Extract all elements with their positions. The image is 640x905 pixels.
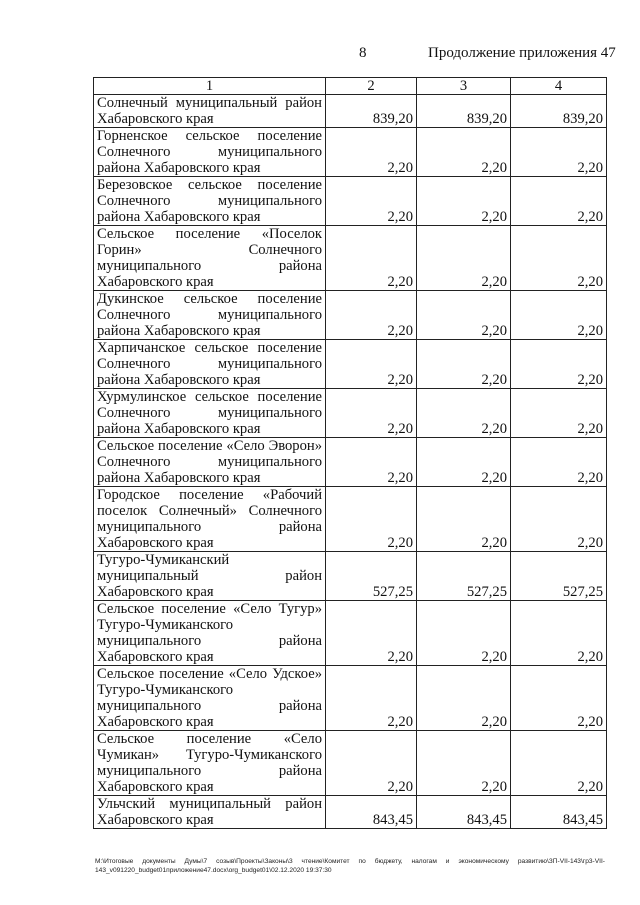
amount-cell: 2,20 [511, 128, 607, 177]
column-header: 4 [511, 78, 607, 95]
amount-cell: 2,20 [326, 601, 417, 666]
table-row [94, 128, 607, 177]
table-row [94, 226, 607, 291]
municipality-name: Сельское поселение «Село Эворон» Солнечного муниципального района Хабаровского края [94, 438, 326, 487]
amount-cell: 2,20 [417, 128, 511, 177]
municipality-name: Тугуро-Чумиканский муниципальный район Хабаровского края [94, 552, 326, 601]
file-path-footer: М:\Итоговые документы Думы\7 созыв\Проекты\Законы\3 чтение\Комитет по бюджету, налогам и экономическому развитию\ЗП-VII-143\гр3-VII-143_v091220_budget01приложение47.docx\org_budget01\02.12.2020 19:37:30 [95, 858, 605, 874]
amount-cell: 527,25 [326, 552, 417, 601]
municipality-name: Сельское поселение «Село Тугур» Тугуро-Чумиканского муниципального района Хабаровского края [94, 601, 326, 666]
table-row [94, 731, 607, 796]
amount-cell: 2,20 [511, 731, 607, 796]
table-row [94, 177, 607, 226]
municipality-name: Березовское сельское поселение Солнечного муниципального района Хабаровского края [94, 177, 326, 226]
amount-cell: 2,20 [326, 487, 417, 552]
amount-cell: 2,20 [326, 128, 417, 177]
amount-cell: 2,20 [417, 177, 511, 226]
municipality-name: Дукинское сельское поселение Солнечного муниципального района Хабаровского края [94, 291, 326, 340]
amount-cell: 2,20 [511, 340, 607, 389]
table-row [94, 438, 607, 487]
amount-cell: 2,20 [417, 438, 511, 487]
amount-cell: 839,20 [417, 95, 511, 128]
amount-cell: 839,20 [511, 95, 607, 128]
amount-cell: 2,20 [326, 340, 417, 389]
amount-cell: 2,20 [326, 731, 417, 796]
table-row [94, 95, 607, 128]
municipality-name: Сельское поселение «Село Удское» Тугуро-Чумиканского муниципального района Хабаровского края [94, 666, 326, 731]
amount-cell: 2,20 [417, 731, 511, 796]
amount-cell: 843,45 [326, 796, 417, 829]
table-row [94, 796, 607, 829]
municipality-name: Ульчский муниципальный район Хабаровского края [94, 796, 326, 829]
amount-cell: 2,20 [511, 177, 607, 226]
amount-cell: 2,20 [511, 601, 607, 666]
municipality-name: Сельское поселение «Поселок Горин» Солнечного муниципального района Хабаровского края [94, 226, 326, 291]
amount-cell: 2,20 [417, 666, 511, 731]
amount-cell: 527,25 [417, 552, 511, 601]
column-header: 2 [326, 78, 417, 95]
amount-cell: 2,20 [417, 340, 511, 389]
amount-cell: 2,20 [326, 226, 417, 291]
municipality-name: Солнечный муниципальный район Хабаровского края [94, 95, 326, 128]
table-row [94, 487, 607, 552]
amount-cell: 2,20 [511, 226, 607, 291]
table-row [94, 601, 607, 666]
amount-cell: 2,20 [417, 389, 511, 438]
amount-cell: 2,20 [511, 389, 607, 438]
column-header: 3 [417, 78, 511, 95]
table-row [94, 666, 607, 731]
municipality-name: Горненское сельское поселение Солнечного муниципального района Хабаровского края [94, 128, 326, 177]
table-header-row [94, 78, 607, 95]
amount-cell: 2,20 [511, 438, 607, 487]
amount-cell: 2,20 [326, 177, 417, 226]
municipality-name: Харпичанское сельское поселение Солнечного муниципального района Хабаровского края [94, 340, 326, 389]
continuation-note: Продолжение приложения 47 [428, 45, 616, 61]
amount-cell: 2,20 [417, 226, 511, 291]
amount-cell: 2,20 [511, 487, 607, 552]
table-row [94, 291, 607, 340]
amount-cell: 839,20 [326, 95, 417, 128]
budget-table [93, 77, 607, 829]
table-row [94, 552, 607, 601]
amount-cell: 2,20 [326, 389, 417, 438]
municipality-name: Хурмулинское сельское поселение Солнечного муниципального района Хабаровского края [94, 389, 326, 438]
table-row [94, 389, 607, 438]
amount-cell: 843,45 [511, 796, 607, 829]
amount-cell: 843,45 [417, 796, 511, 829]
amount-cell: 2,20 [511, 291, 607, 340]
amount-cell: 2,20 [417, 601, 511, 666]
amount-cell: 527,25 [511, 552, 607, 601]
amount-cell: 2,20 [417, 291, 511, 340]
municipality-name: Сельское поселение «Село Чумикан» Тугуро-Чумиканского муниципального района Хабаровского края [94, 731, 326, 796]
column-header: 1 [94, 78, 326, 95]
amount-cell: 2,20 [326, 666, 417, 731]
table-row [94, 340, 607, 389]
amount-cell: 2,20 [326, 291, 417, 340]
amount-cell: 2,20 [417, 487, 511, 552]
page-number: 8 [359, 45, 367, 61]
municipality-name: Городское поселение «Рабочий поселок Солнечный» Солнечного муниципального района Хабаровского края [94, 487, 326, 552]
amount-cell: 2,20 [326, 438, 417, 487]
amount-cell: 2,20 [511, 666, 607, 731]
